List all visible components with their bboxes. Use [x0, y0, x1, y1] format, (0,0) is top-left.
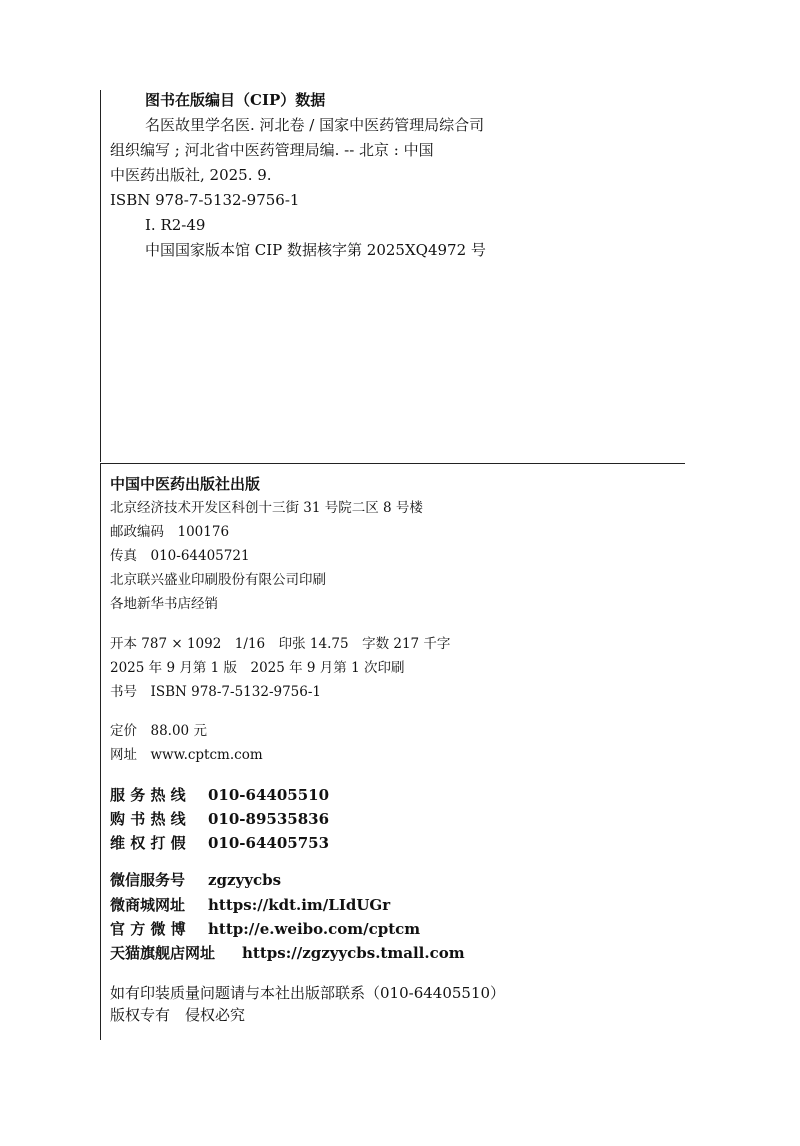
purchase-hotline	[110, 812, 329, 827]
service-hotline	[110, 788, 329, 803]
cip-line: 中医药出版社, 2025. 9.	[110, 166, 272, 184]
format-specs: 开本 787 × 1092 1/16 印张 14.75 字数 217 千字	[110, 636, 451, 652]
channel-value: https://zgzyycbs.tmall.com	[242, 944, 465, 962]
channel-value: zgzyycbs	[208, 871, 282, 889]
section-divider	[100, 463, 685, 464]
channel-label: 微商城网址	[110, 896, 186, 914]
hotline-number: 010-64405753	[208, 834, 330, 852]
hotline-label: 购 书 热 线	[110, 810, 186, 828]
edition-info: 2025 年 9 月第 1 版 2025 年 9 月第 1 次印刷	[110, 660, 405, 676]
cip-line: 名医故里学名医. 河北卷 / 国家中医药管理局综合司	[145, 116, 485, 134]
channel-label: 微信服务号	[110, 871, 186, 889]
cip-isbn: ISBN 978-7-5132-9756-1	[110, 191, 300, 209]
hotline-label: 服 务 热 线	[110, 786, 186, 804]
wechat-account	[110, 873, 281, 888]
publisher-name: 中国中医药出版社出版	[110, 475, 261, 493]
channel-value: http://e.weibo.com/cptcm	[208, 920, 421, 938]
channel-label: 天猫旗舰店网址	[110, 944, 216, 962]
price: 定价 88.00 元	[110, 723, 207, 739]
cip-classification: Ⅰ. R2-49	[145, 216, 206, 234]
micro-mall-url	[110, 898, 390, 913]
antipiracy-hotline	[110, 836, 329, 851]
distributor: 各地新华书店经销	[110, 596, 218, 612]
cip-heading: 图书在版编目（CIP）数据	[145, 91, 326, 109]
cip-box-left-border	[100, 90, 101, 462]
website: 网址 www.cptcm.com	[110, 747, 263, 763]
quality-notice: 如有印装质量问题请与本社出版部联系（010-64405510）	[110, 984, 506, 1002]
rights-notice: 版权专有 侵权必究	[110, 1006, 246, 1024]
imprint-left-border	[100, 464, 101, 1040]
postcode: 邮政编码 100176	[110, 524, 230, 540]
hotline-label: 维 权 打 假	[110, 834, 186, 852]
printer: 北京联兴盛业印刷股份有限公司印刷	[110, 572, 326, 588]
cip-line: 组织编写 ; 河北省中医药管理局编. -- 北京 : 中国	[110, 141, 434, 159]
cip-record-number: 中国国家版本馆 CIP 数据核字第 2025XQ4972 号	[145, 241, 486, 259]
hotline-number: 010-89535836	[208, 810, 330, 828]
channel-value: https://kdt.im/LIdUGr	[208, 896, 391, 914]
publisher-address: 北京经济技术开发区科创十三街 31 号院二区 8 号楼	[110, 500, 423, 516]
tmall-store-url	[110, 946, 465, 961]
official-weibo	[110, 922, 420, 937]
hotline-number: 010-64405510	[208, 786, 330, 804]
channel-label: 官 方 微 博	[110, 920, 186, 938]
fax: 传真 010-64405721	[110, 548, 250, 564]
book-number: 书号 ISBN 978-7-5132-9756-1	[110, 684, 322, 700]
